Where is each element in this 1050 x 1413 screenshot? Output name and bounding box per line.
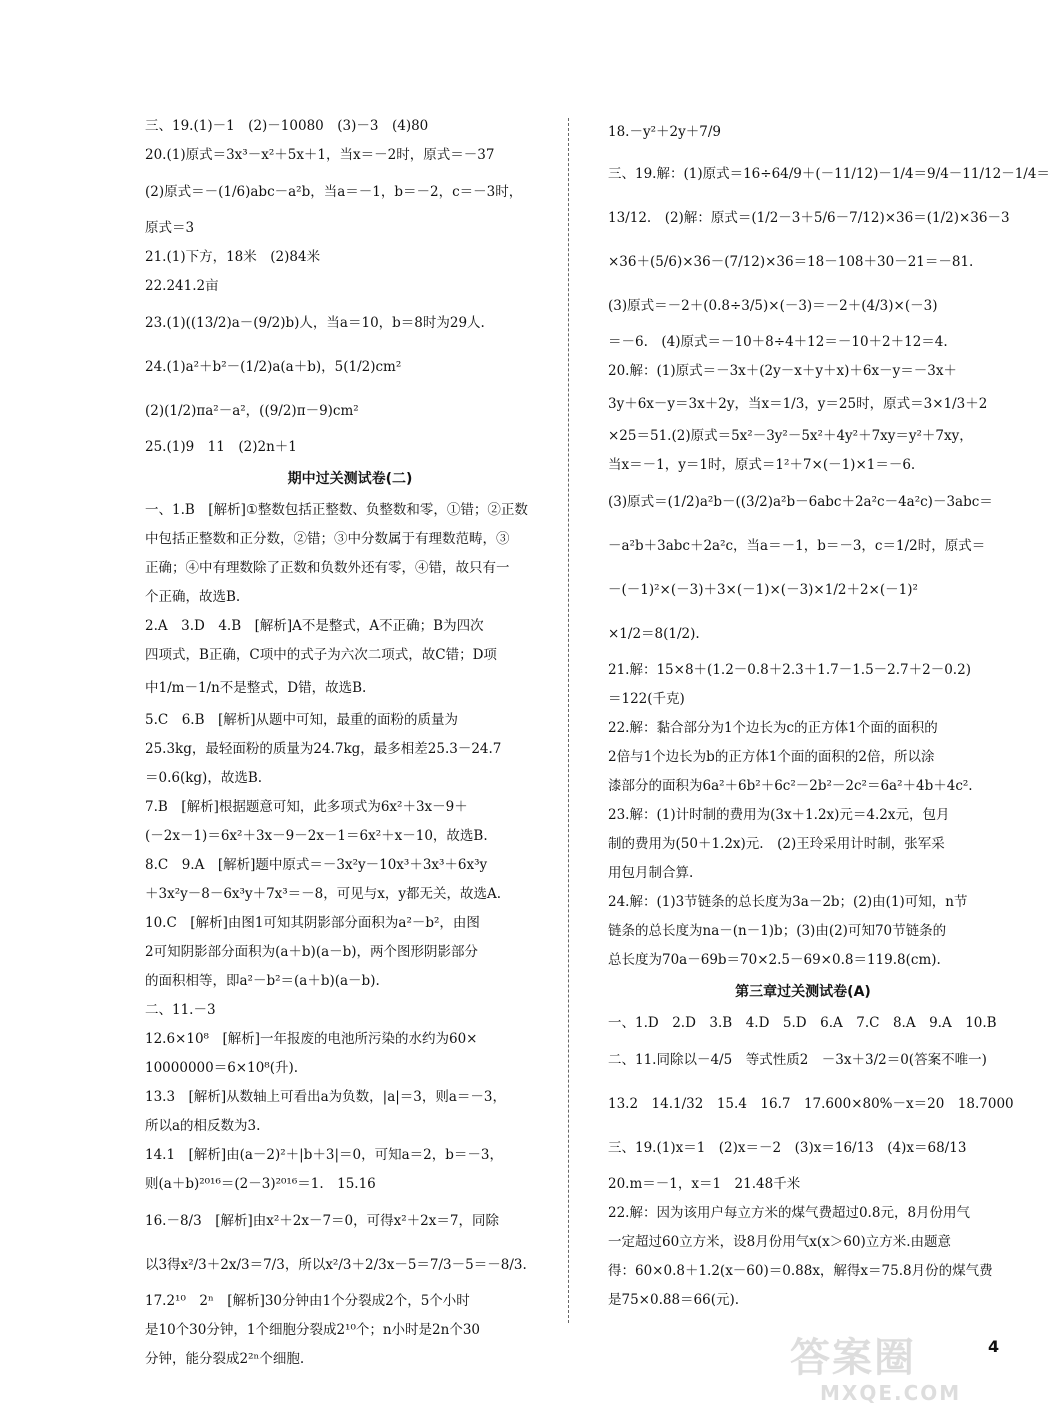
- text-line: 中包括正整数和正分数，②错；③中分数属于有理数范畴，③: [145, 531, 510, 547]
- text-line: 23.(1)((13/2)a－(9/2)b)人，当a＝10，b＝8时为29人.: [145, 315, 485, 331]
- text-line: 链条的总长度为na－(n－1)b；(3)由(2)可知70节链条的: [608, 923, 947, 939]
- text-line: 5.C 6.B [解析]从题中可知，最重的面粉的质量为: [145, 712, 459, 728]
- text-line: 20.m＝－1，x＝1 21.48千米: [608, 1176, 801, 1192]
- text-line: 分钟，能分裂成2²ⁿ个细胞.: [145, 1351, 305, 1367]
- section-heading: 第三章过关测试卷(A): [735, 984, 871, 1000]
- text-line: 20.解：(1)原式＝－3x＋(2y－x＋y＋x)＋6x－y＝－3x＋: [608, 363, 957, 379]
- text-line: 13.2 14.1/32 15.4 16.7 17.600×80%－x＝20 18.7000: [608, 1096, 1014, 1112]
- text-line: 2.A 3.D 4.B [解析]A不是整式，A不正确；B为四次: [145, 618, 484, 634]
- text-line: 16.－8/3 [解析]由x²＋2x－7＝0，可得x²＋2x＝7，同除: [145, 1213, 499, 1229]
- text-line: (2)(1/2)πa²－a²，((9/2)π－9)cm²: [145, 403, 359, 419]
- text-line: 得：60×0.8＋1.2(x－60)＝0.88x，解得x＝75.8月份的煤气费: [608, 1263, 993, 1279]
- text-line: 一、1.B [解析]①整数包括正整数、负整数和零，①错；②正数: [145, 502, 528, 518]
- text-line: 当x＝－1，y＝1时，原式＝1²＋7×(－1)×1＝－6.: [608, 457, 916, 473]
- text-line: 是75×0.88＝66(元).: [608, 1292, 740, 1308]
- text-line: 正确；④中有理数除了正数和负数外还有零，④错，故只有一: [145, 560, 510, 576]
- page-number: 4: [988, 1337, 1000, 1356]
- text-line: 是10个30分钟，1个细胞分裂成2¹⁰个；n小时是2n个30: [145, 1322, 481, 1338]
- text-line: 13.3 [解析]从数轴上可看出a为负数，|a|＝3，则a＝－3，: [145, 1089, 507, 1105]
- watermark-url: MXQE.COM: [820, 1381, 962, 1405]
- text-line: 的面积相等，即a²－b²＝(a＋b)(a－b).: [145, 973, 380, 989]
- text-line: 二、11.同除以－4/5 等式性质2 －3x＋3/2＝0(答案不唯一): [608, 1052, 987, 1068]
- text-line: 21.(1)下方，18米 (2)84米: [145, 249, 321, 265]
- text-line: 10.C [解析]由图1可知其阴影部分面积为a²－b²，由图: [145, 915, 480, 931]
- text-line: ×36＋(5/6)×36－(7/12)×36＝18－108＋30－21＝－81.: [608, 254, 974, 270]
- text-line: 三、19.解：(1)原式＝16÷64/9＋(－11/12)－1/4＝9/4－11/12－1/4＝: [608, 166, 1050, 182]
- text-line: 3y＋6x－y＝3x＋2y，当x＝1/3，y＝25时，原式＝3×1/3＋2: [608, 396, 988, 412]
- text-line: 25.3kg，最轻面粉的质量为24.7kg，最多相差25.3－24.7: [145, 741, 502, 757]
- text-line: ×25＝51.(2)原式＝5x²－3y²－5x²＋4y²＋7xy＝y²＋7xy，: [608, 428, 973, 444]
- text-line: 21.解：15×8＋(1.2－0.8＋2.3＋1.7－1.5－2.7＋2－0.2): [608, 662, 971, 678]
- watermark-logo: [790, 1335, 990, 1410]
- text-line: 22.解：黏合部分为1个边长为c的正方体1个面的面积的: [608, 720, 938, 736]
- text-line: 17.2¹⁰ 2ⁿ [解析]30分钟由1个分裂成2个，5个小时: [145, 1293, 470, 1309]
- text-line: 24.(1)a²＋b²－(1/2)a(a＋b)，5(1/2)cm²: [145, 359, 402, 375]
- left-column: [145, 112, 555, 1374]
- text-line: (2)原式＝－(1/6)abc－a²b，当a＝－1，b＝－2，c＝－3时，: [145, 184, 523, 200]
- text-line: 一定超过60立方米，设8月份用气x(x＞60)立方米.由题意: [608, 1234, 951, 1250]
- text-line: －a²b＋3abc＋2a²c，当a＝－1，b＝－3，c＝1/2时，原式＝: [608, 538, 986, 554]
- text-line: 漆部分的面积为6a²＋6b²＋6c²－2b²－2c²＝6a²＋4b＋4c².: [608, 778, 973, 794]
- text-line: (3)原式＝－2＋(0.8÷3/5)×(－3)＝－2＋(4/3)×(－3): [608, 298, 938, 314]
- text-line: 22.解：因为该用户每立方米的煤气费超过0.8元，8月份用气: [608, 1205, 971, 1221]
- text-line: 则(a＋b)²⁰¹⁶＝(2－3)²⁰¹⁶＝1. 15.16: [145, 1176, 376, 1192]
- text-line: ＝－6. (4)原式＝－10＋8÷4＋12＝－10＋2＋12＝4.: [608, 334, 948, 350]
- text-line: ＝0.6(kg)，故选B.: [145, 770, 263, 786]
- text-line: 总长度为70a－69b＝70×2.5－69×0.8＝119.8(cm).: [608, 952, 941, 968]
- text-line: 二、11.－3: [145, 1002, 216, 1018]
- column-divider: [568, 118, 569, 1323]
- text-line: ＝122(千克): [608, 691, 685, 707]
- text-line: 20.(1)原式＝3x³－x²＋5x＋1，当x＝－2时，原式＝－37: [145, 147, 495, 163]
- section-heading: 期中过关测试卷(二): [287, 471, 413, 487]
- text-line: 10000000＝6×10⁸(升).: [145, 1060, 299, 1076]
- text-line: 25.(1)9 11 (2)2n＋1: [145, 439, 297, 455]
- text-line: 原式＝3: [145, 220, 195, 236]
- text-line: 所以a的相反数为3.: [145, 1118, 261, 1134]
- text-line: 7.B [解析]根据题意可知，此多项式为6x²＋3x－9＋: [145, 799, 468, 815]
- text-line: 24.解：(1)3节链条的总长度为3a－2b；(2)由(1)可知，n节: [608, 894, 968, 910]
- text-line: 一、1.D 2.D 3.B 4.D 5.D 6.A 7.C 8.A 9.A 10.B: [608, 1015, 997, 1031]
- text-line: 22.241.2亩: [145, 278, 219, 294]
- text-line: ＋3x²y－8－6x³y＋7x³＝－8，可见与x，y都无关，故选A.: [145, 886, 502, 902]
- right-column: [608, 112, 1050, 1315]
- text-line: ×1/2＝8(1/2).: [608, 626, 700, 642]
- text-line: 8.C 9.A [解析]题中原式＝－3x²y－10x³＋3x³＋6x³y: [145, 857, 488, 873]
- text-line: 23.解：(1)计时制的费用为(3x＋1.2x)元＝4.2x元，包月: [608, 807, 950, 823]
- text-line: 中1/m－1/n不是整式，D错，故选B.: [145, 680, 367, 696]
- text-line: 四项式，B正确，C项中的式子为六次二项式，故C错；D项: [145, 647, 497, 663]
- text-line: 三、19.(1)x＝1 (2)x＝－2 (3)x＝16/13 (4)x＝68/13: [608, 1140, 967, 1156]
- text-line: 2倍与1个边长为b的正方体1个面的面积的2倍，所以涂: [608, 749, 935, 765]
- text-line: 用包月制合算.: [608, 865, 694, 881]
- watermark-text: 答案圈: [790, 1335, 916, 1381]
- text-line: (－2x－1)＝6x²＋3x－9－2x－1＝6x²＋x－10，故选B.: [145, 828, 488, 844]
- text-line: －(－1)²×(－3)＋3×(－1)×(－3)×1/2＋2×(－1)²: [608, 582, 918, 598]
- text-line: 2可知阴影部分面积为(a＋b)(a－b)，两个图形阴影部分: [145, 944, 479, 960]
- text-line: 18.－y²＋2y＋7/9: [608, 124, 721, 140]
- text-line: 12.6×10⁸ [解析]一年报废的电池所污染的水约为60×: [145, 1031, 478, 1047]
- text-line: 14.1 [解析]由(a－2)²＋|b＋3|＝0，可知a＝2，b＝－3，: [145, 1147, 503, 1163]
- text-line: 以3得x²/3＋2x/3＝7/3，所以x²/3＋2/3x－5＝7/3－5＝－8/3.: [145, 1257, 527, 1273]
- text-line: 三、19.(1)－1 (2)－10080 (3)－3 (4)80: [145, 118, 429, 134]
- text-line: 个正确，故选B.: [145, 589, 241, 605]
- text-line: 制的费用为(50＋1.2x)元. (2)王玲采用计时制，张军采: [608, 836, 945, 852]
- text-line: (3)原式＝(1/2)a²b－((3/2)a²b－6abc＋2a²c－4a²c)－3abc＝: [608, 494, 993, 510]
- text-line: 13/12. (2)解：原式＝(1/2－3＋5/6－7/12)×36＝(1/2)×36－3: [608, 210, 1010, 226]
